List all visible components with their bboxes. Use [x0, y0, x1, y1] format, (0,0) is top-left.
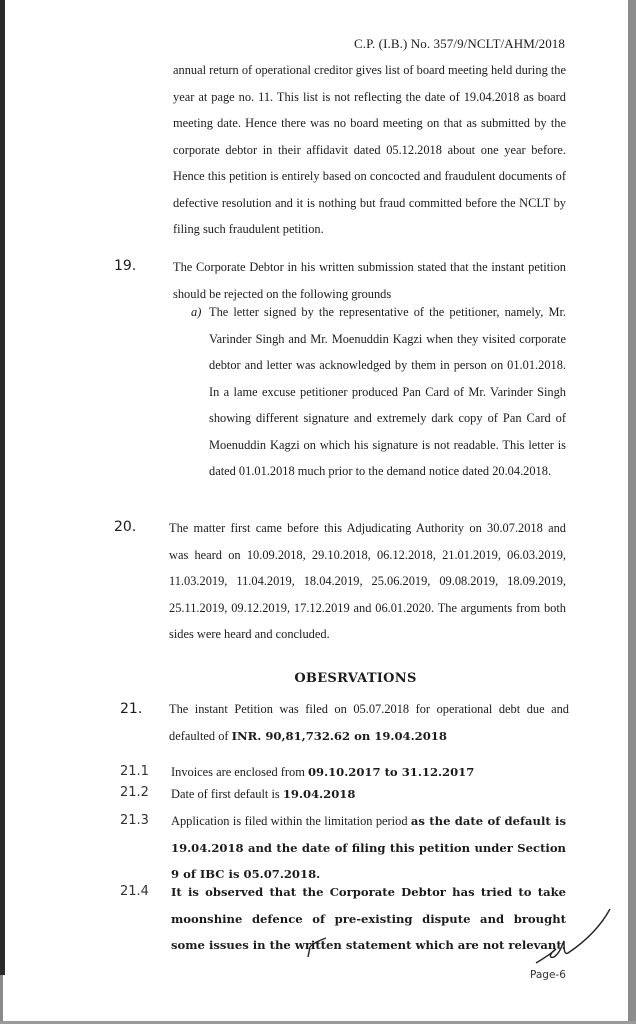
observation-21-text [169, 696, 569, 749]
scan-left-edge [0, 0, 5, 975]
observation-number-21-3: 21.3 [120, 813, 149, 828]
observation-number-21-4: 21.4 [120, 884, 149, 899]
continuation-paragraph: annual return of operational creditor gives list of board meeting held during the year at page no. 11. This list is not reflecting the date of 19.04.2018 as board meeting date. Hence there was no board meeting on that as submitted by the corporate debtor in their affidavit dated 05.12.2018 about one year before. Hence this petition is entirely based on concocted and fraudulent documents of defective resolution and it is nothing but fraud committed before the NCLT by filing such fraudulent petition. [173, 63, 566, 236]
paragraph-20-text: The matter first came before this Adjudicating Authority on 30.07.2018 and was heard on 10.09.2018, 29.10.2018, 06.12.2018, 21.01.2019, 06.03.2019, 11.03.2019, 11.04.2019, 18.04.2019, 25.06.2019, 09.08.2019, 18.09.2019, 25.11.2019, 09.12.2019, 17.12.2019 and 06.01.2020. The arguments from both sides were heard and concluded. [169, 521, 566, 641]
observation-21-3-bold: as the date of default is 19.04.2018 and the date of filing this petition under Section 9 of IBC is 05.07.2018. [171, 814, 566, 881]
observation-21-1-bold: 09.10.2017 to 31.12.2017 [307, 765, 475, 779]
subitem-a-text: The letter signed by the representative of the petitioner, namely, Mr. Varinder Singh and Mr. Moenuddin Kagzi when they visited corporate debtor and letter was acknowledged by them in person on 01.01.2018. In a lame excuse petitioner produced Pan Card of Mr. Varinder Singh showing different signature and extremely dark copy of Pan Card of Moenuddin Kagzi on which his signature is not readable. This letter is dated 01.01.2018 much prior to the demand notice dated 20.04.2018. [209, 305, 566, 478]
scan-left-edge-lower [0, 975, 3, 1024]
observation-21-1-plain: Invoices are enclosed from [171, 765, 308, 779]
initial-signature-mark [300, 935, 340, 965]
subitem-label-a: a) [191, 305, 202, 319]
paragraph-number-19: 19. [114, 258, 137, 274]
observation-21-bold: INR. 90,81,732.62 on 19.04.2018 [231, 728, 447, 743]
observation-number-21-1: 21.1 [120, 764, 149, 779]
observation-21-4-bold: It is observed that the Corporate Debtor has tried to take moonshine defence of pre-existing dispute and brought some issues in the written statement which are not relevant. [171, 885, 566, 952]
observations-heading: OBESRVATIONS [294, 671, 417, 686]
observation-21-2-plain: Date of first default is [171, 787, 283, 801]
observation-21-3-text [171, 808, 566, 888]
paragraph-number-20: 20. [114, 519, 137, 535]
observation-21-4-text [171, 879, 566, 959]
observation-number-21: 21. [120, 701, 143, 717]
paragraph-19-text: The Corporate Debtor in his written submission stated that the instant petition should be rejected on the following grounds [173, 260, 566, 301]
scan-right-border [628, 0, 636, 1024]
case-number-header: C.P. (I.B.) No. 357/9/NCLT/AHM/2018 [353, 36, 565, 51]
observation-21-plain: The instant Petition was filed on 05.07.2018 for operational debt due and defaulted of [169, 702, 569, 743]
observation-21-2-text [171, 781, 571, 808]
observation-21-3-plain: Application is filed within the limitation period [171, 814, 411, 828]
page-number: Page-6 [530, 969, 566, 981]
observation-21-2-bold: 19.04.2018 [282, 787, 356, 801]
observation-number-21-2: 21.2 [120, 785, 149, 800]
signature-icon [520, 905, 620, 965]
